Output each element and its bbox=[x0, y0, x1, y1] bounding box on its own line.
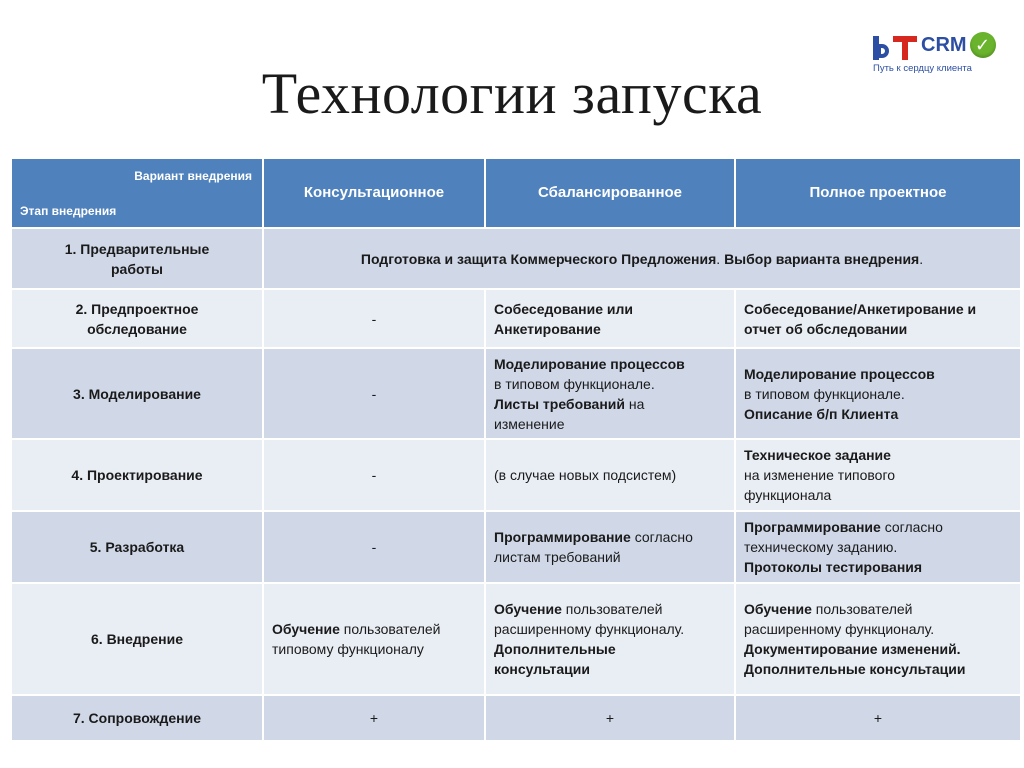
merged-cell: Подготовка и защита Коммерческого Предложения. Выбор варианта внедрения. bbox=[263, 228, 1021, 289]
balanced-cell: Программирование согласно листам требований bbox=[485, 511, 735, 583]
slide-title: Технологии запуска bbox=[261, 61, 763, 126]
table-row bbox=[11, 348, 1021, 439]
full-project-cell: Обучение пользователей расширенному функционалу. Документирование изменений. Дополнительные консультации bbox=[735, 583, 1021, 695]
full-project-cell: Моделирование процессов в типовом функционале. Описание б/п Клиента bbox=[735, 348, 1021, 439]
corner-label-stage: Этап внедрения bbox=[20, 204, 117, 218]
table-header-row bbox=[11, 158, 1021, 228]
stage-cell: 4. Проектирование bbox=[11, 439, 263, 511]
launch-technologies-table bbox=[10, 157, 1022, 742]
consulting-cell: - bbox=[263, 348, 485, 439]
full-project-cell: + bbox=[735, 695, 1021, 741]
full-project-cell: Программирование согласно техническому заданию. Протоколы тестирования bbox=[735, 511, 1021, 583]
balanced-cell: Обучение пользователей расширенному функционалу. Дополнительные консультации bbox=[485, 583, 735, 695]
stage-cell: 6. Внедрение bbox=[11, 583, 263, 695]
corner-label-variant: Вариант внедрения bbox=[134, 169, 252, 183]
balanced-cell: + bbox=[485, 695, 735, 741]
consulting-cell: Обучение пользователей типовому функционалу bbox=[263, 583, 485, 695]
consulting-cell: + bbox=[263, 695, 485, 741]
table-row bbox=[11, 228, 1021, 289]
column-header-consulting: Консультационное bbox=[263, 158, 485, 228]
bt-logo-mark-icon bbox=[873, 30, 919, 60]
logo-tagline: Путь к сердцу клиента bbox=[873, 63, 972, 74]
balanced-cell: (в случае новых подсистем) bbox=[485, 439, 735, 511]
consulting-cell: - bbox=[263, 289, 485, 348]
stage-cell: 2. Предпроектное обследование bbox=[11, 289, 263, 348]
consulting-cell: - bbox=[263, 511, 485, 583]
stage-cell: 7. Сопровождение bbox=[11, 695, 263, 741]
table-row bbox=[11, 289, 1021, 348]
table-row bbox=[11, 695, 1021, 741]
table-row bbox=[11, 511, 1021, 583]
column-header-full-project: Полное проектное bbox=[735, 158, 1021, 228]
table-row bbox=[11, 583, 1021, 695]
column-header-balanced: Сбалансированное bbox=[485, 158, 735, 228]
checkmark-icon: ✓ bbox=[970, 32, 996, 58]
stage-cell: 3. Моделирование bbox=[11, 348, 263, 439]
balanced-cell: Моделирование процессов в типовом функционале. Листы требований на изменение bbox=[485, 348, 735, 439]
full-project-cell: Техническое задание на изменение типового функционала bbox=[735, 439, 1021, 511]
company-logo bbox=[873, 28, 1003, 80]
table-row bbox=[11, 439, 1021, 511]
full-project-cell: Собеседование/Анкетирование и отчет об обследовании bbox=[735, 289, 1021, 348]
stage-cell: 1. Предварительные работы bbox=[11, 228, 263, 289]
balanced-cell: Собеседование или Анкетирование bbox=[485, 289, 735, 348]
stage-cell: 5. Разработка bbox=[11, 511, 263, 583]
table-corner-cell bbox=[11, 158, 263, 228]
logo-crm-text: CRM bbox=[921, 33, 967, 56]
consulting-cell: - bbox=[263, 439, 485, 511]
